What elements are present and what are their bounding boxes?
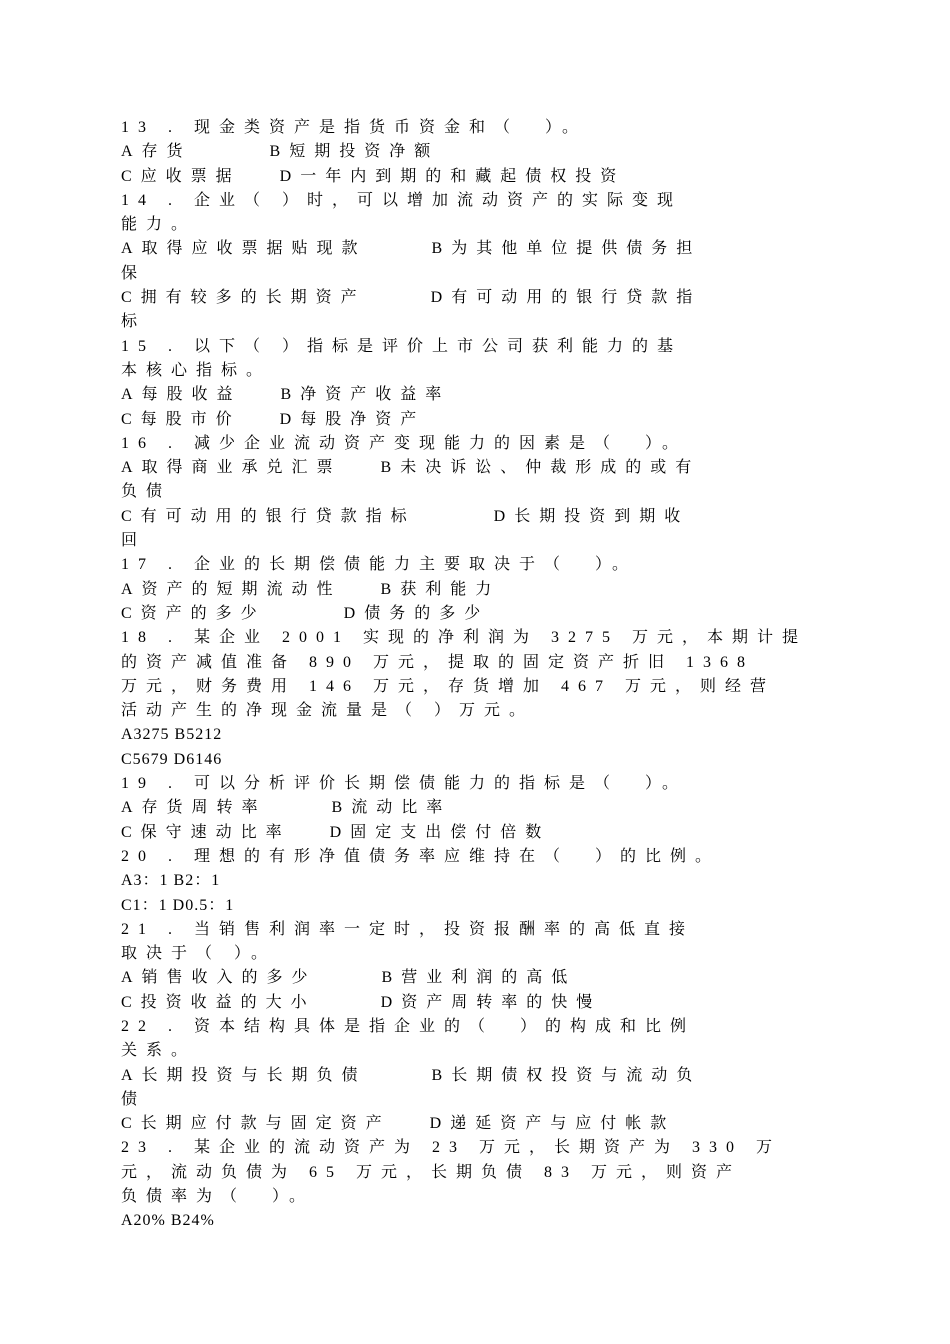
q14-options-ab-cont: 保 [121, 264, 147, 282]
q16-stem: 16 . 减少企业流动资产变现能力的因素是（ ）。 [121, 434, 688, 452]
q22-options-ab: A长期投资与长期负债 B长期债权投资与流动负 [121, 1066, 702, 1084]
q16-options-cd-cont: 回 [121, 532, 147, 550]
q20-options-ab: A3：1 B2：1 [121, 872, 221, 890]
q14-options-ab: A取得应收票据贴现款 B为其他单位提供债务担 [121, 240, 702, 258]
q22-options-cd: C长期应付款与固定资产 D递延资产与应付帐款 [121, 1115, 676, 1133]
q23-options-ab: A20% B24% [121, 1212, 215, 1230]
q20-stem: 20 . 理想的有形净值债务率应维持在（ ）的比例。 [121, 847, 721, 865]
q14-options-cd-cont: 标 [121, 313, 147, 331]
q14-options-cd: C拥有较多的长期资产 D有可动用的银行贷款指 [121, 289, 702, 307]
q18-options-ab: A3275 B5212 [121, 726, 223, 744]
q18-stem-cont-2: 万元，财务费用 146 万元，存货增加 467 万元，则经营 [121, 677, 776, 695]
q15-options-ab: A每股收益 B净资产收益率 [121, 386, 451, 404]
q18-options-cd: C5679 D6146 [121, 750, 223, 768]
q22-options-ab-cont: 债 [121, 1090, 147, 1108]
q17-options-cd: C资产的多少 D债务的多少 [121, 604, 490, 622]
q21-options-cd: C投资收益的大小 D资产周转率的快慢 [121, 993, 602, 1011]
q15-stem-cont: 本核心指标。 [121, 361, 272, 379]
q22-stem-cont: 关系。 [121, 1042, 197, 1060]
q19-options-cd: C保守速动比率 D固定支出偿付倍数 [121, 823, 551, 841]
q23-stem-cont-1: 元，流动负债为 65 万元，长期负债 83 万元，则资产 [121, 1163, 742, 1181]
q15-stem: 15 . 以下（ ）指标是评价上市公司获利能力的基 [121, 337, 683, 355]
q14-stem: 14 . 企业（ ）时，可以增加流动资产的实际变现 [121, 191, 683, 209]
q17-stem: 17 . 企业的长期偿债能力主要取决于（ ）。 [121, 556, 638, 574]
q16-options-ab-cont: 负债 [121, 483, 172, 501]
q17-options-ab: A资产的短期流动性 B获利能力 [121, 580, 501, 598]
q21-stem-cont: 取决于（ ）。 [121, 945, 277, 963]
q19-options-ab: A存货周转率 B流动比率 [121, 799, 452, 817]
q13-stem: 13 . 现金类资产是指货币资金和（ ）。 [121, 119, 588, 136]
q18-stem-cont-3: 活动产生的净现金流量是（ ）万元。 [121, 702, 535, 720]
question-list [121, 116, 821, 1234]
q23-stem-cont-2: 负债率为（ ）。 [121, 1188, 315, 1206]
q18-stem: 18 . 某企业 2001 实现的净利润为 3275 万元，本期计提 [121, 629, 808, 647]
q20-options-cd: C1：1 D0.5：1 [121, 896, 235, 914]
q23-stem: 23 . 某企业的流动资产为 23 万元，长期资产为 330 万 [121, 1139, 782, 1157]
q13-options-cd: C应收票据 D一年内到期的和藏起债权投资 [121, 167, 626, 185]
q13-options-ab: A存货 B短期投资净额 [121, 143, 440, 161]
q16-options-ab: A取得商业承兑汇票 B未决诉讼、仲裁形成的或有 [121, 459, 701, 477]
q16-options-cd: C有可动用的银行贷款指标 D长期投资到期收 [121, 507, 690, 525]
q14-stem-cont: 能力。 [121, 216, 197, 234]
q15-options-cd: C每股市价 D每股净资产 [121, 410, 426, 428]
q19-stem: 19 . 可以分析评价长期偿债能力的指标是（ ）。 [121, 775, 688, 793]
q22-stem: 22 . 资本结构具体是指企业的（ ）的构成和比例 [121, 1017, 696, 1035]
q21-options-ab: A销售收入的多少 B营业利润的高低 [121, 969, 577, 987]
q18-stem-cont-1: 的资产减值准备 890 万元，提取的固定资产折旧 1368 [121, 653, 755, 671]
q21-stem: 21 . 当销售利润率一定时，投资报酬率的高低直接 [121, 920, 695, 938]
